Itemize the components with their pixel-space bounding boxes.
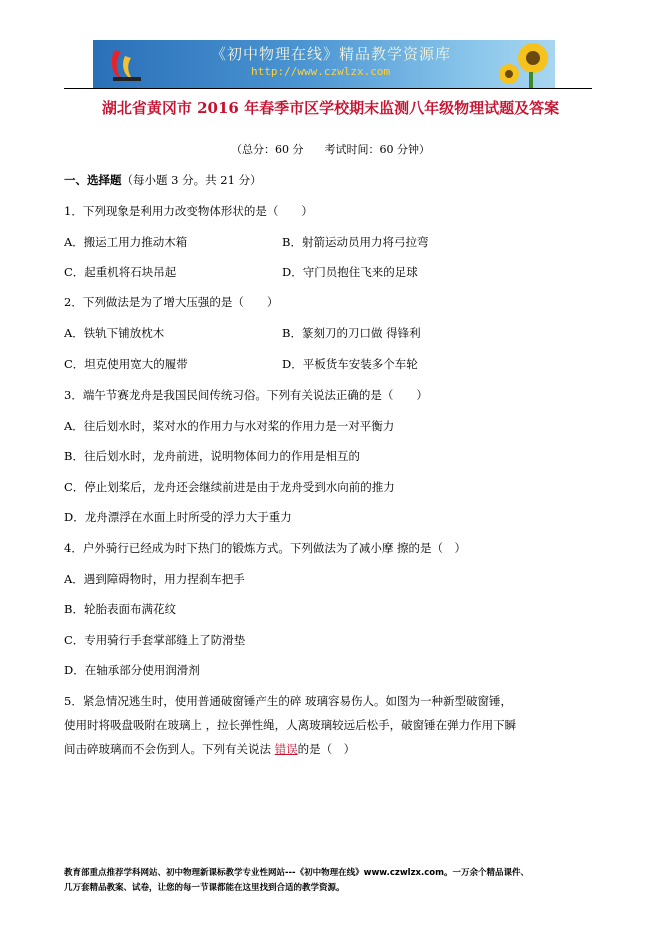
q1-stem: 1．下列现象是利用力改变物体形状的是（ ） <box>64 204 313 218</box>
section-title: 一、选择题 <box>64 173 122 187</box>
q3-option-a: A．往后划水时，桨对水的作用力与水对桨的作用力是一对平衡力 <box>64 419 395 433</box>
q1-option-a: A．搬运工用力推动木箱 <box>64 235 188 249</box>
total-score: （总分：60 分 <box>231 143 304 156</box>
q1-option-b: B．射箭运动员用力将弓拉弯 <box>282 235 429 249</box>
footer-line-1: 教育部重点推荐学科网站、初中物理新课标教学专业性网站---《初中物理在线》www.czwlzx.com。一万余个精品课件、 <box>64 868 529 878</box>
q1-option-c: C．起重机将石块吊起 <box>64 265 177 279</box>
header-rule <box>64 88 592 89</box>
q5-line-1: 5．紧急情况逃生时，使用普通破窗锤产生的碎 玻璃容易伤人。如图为一种新型破窗锤， <box>64 694 512 708</box>
q5-error-word: 错误 <box>274 742 298 756</box>
banner-title: 《初中物理在线》精品教学资源库 <box>211 45 452 63</box>
q3-option-b: B．往后划水时，龙舟前进，说明物体间力的作用是相互的 <box>64 449 360 463</box>
q3-option-c: C．停止划桨后，龙舟还会继续前进是由于龙舟受到水向前的推力 <box>64 480 395 494</box>
q4-option-c: C．专用骑行手套掌部缝上了防滑垫 <box>64 633 246 647</box>
q2-option-c: C．坦克使用宽大的履带 <box>64 357 188 371</box>
footer-line-2: 几万套精品教案、试卷，让您的每一节课都能在这里找到合适的教学资源。 <box>64 883 345 893</box>
q4-option-b: B．轮胎表面布满花纹 <box>64 602 176 616</box>
sunflower-icon <box>485 40 555 88</box>
exam-time: 考试时间：60 分钟） <box>324 143 430 156</box>
q2-stem: 2．下列做法是为了增大压强的是（ ） <box>64 295 279 309</box>
q4-option-d: D．在轴承部分使用润滑剂 <box>64 663 200 677</box>
site-logo-icon <box>107 46 147 84</box>
section-note: （每小题 3 分。共 21 分） <box>121 173 262 187</box>
q1-option-d: D．守门员抱住飞来的足球 <box>282 265 418 279</box>
q5-line-3-end: 的是（ ） <box>297 742 356 756</box>
q5-line-3 <box>64 741 355 757</box>
document-title: 湖北省黄冈市 2016 年春季市区学校期末监测八年级物理试题及答案 <box>101 99 560 117</box>
q4-option-a: A．遇到障碍物时，用力捏刹车把手 <box>64 572 245 586</box>
q5-line-2: 使用时将吸盘吸附在玻璃上 ，拉长弹性绳，人离玻璃较远后松手，破窗锤在弹力作用下瞬 <box>64 718 517 732</box>
q5-line-3-start: 间击碎玻璃而不会伤到人。下列有关说法 <box>64 742 275 756</box>
q4-stem: 4．户外骑行已经成为时下热门的锻炼方式。下列做法为了减小摩 擦的是（ ） <box>64 541 466 555</box>
banner-url[interactable]: http://www.czwlzx.com <box>251 65 391 78</box>
q3-stem: 3．端午节赛龙舟是我国民间传统习俗。下列有关说法正确的是（ ） <box>64 388 428 402</box>
q3-option-d: D．龙舟漂浮在水面上时所受的浮力大于重力 <box>64 510 292 524</box>
q2-option-a: A．铁轨下铺放枕木 <box>64 326 165 340</box>
exam-meta <box>0 141 661 157</box>
section-heading <box>64 172 262 188</box>
q2-option-d: D．平板货车安装多个车轮 <box>282 357 418 371</box>
header-banner <box>93 40 555 88</box>
page-footer <box>64 866 604 896</box>
q2-option-b: B．篆刻刀的刀口做 得锋利 <box>282 326 421 340</box>
